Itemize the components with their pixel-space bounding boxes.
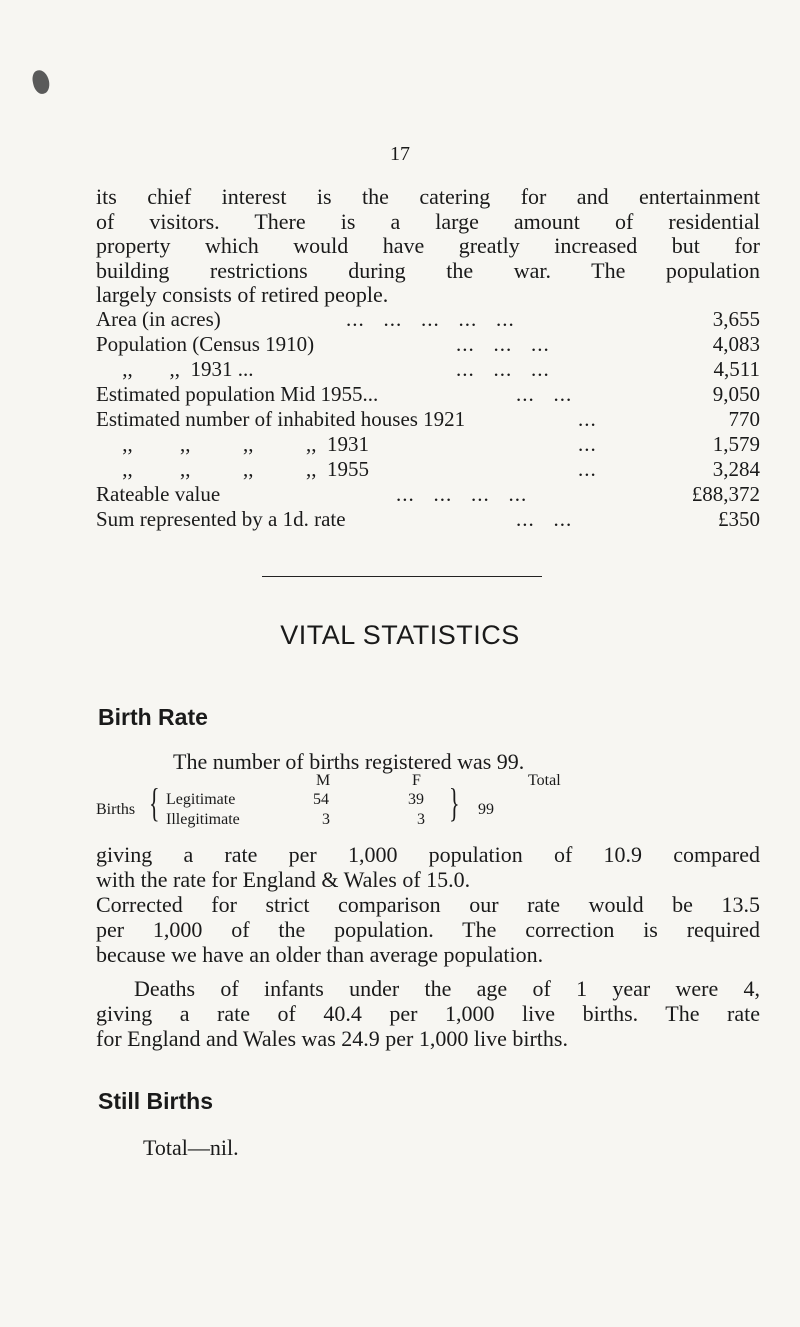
intro-paragraph xyxy=(96,185,760,308)
stat-value: 1,579 xyxy=(712,432,760,456)
stat-label: Rateable value xyxy=(96,482,221,506)
intro-line: of visitors. There is a large amount of residential xyxy=(96,208,760,234)
leader-dots: ... xyxy=(578,407,597,431)
ink-blot xyxy=(31,69,52,96)
intro-line: largely consists of retired people. xyxy=(96,282,389,307)
statistics-table xyxy=(96,307,760,532)
leader-dots: ... xyxy=(578,457,597,481)
stat-value: 3,655 xyxy=(712,307,760,331)
leader-dots: ... ... ... xyxy=(456,357,550,381)
stat-value: 4,083 xyxy=(712,332,760,356)
stat-value: £350 xyxy=(718,507,760,531)
stat-row-houses-1955 xyxy=(96,457,760,482)
still-births-total: Total—nil. xyxy=(143,1135,239,1160)
section-divider xyxy=(262,576,542,577)
stat-row-population-1910 xyxy=(96,332,760,357)
birth-rate-paragraph xyxy=(96,842,760,967)
section-title: VITAL STATISTICS xyxy=(280,620,520,650)
stat-label: Area (in acres) xyxy=(96,307,221,331)
intro-line: its chief interest is the catering for and entertainment xyxy=(96,184,760,209)
leader-dots: ... ... ... ... xyxy=(396,482,528,506)
stat-label: Population (Census 1910) xyxy=(96,332,315,356)
stat-value: 9,050 xyxy=(712,382,760,406)
births-registered-text: The number of births registered was 99. xyxy=(173,749,525,774)
illegitimate-label: Illegitimate xyxy=(166,811,240,828)
births-total: 99 xyxy=(478,801,494,818)
intro-line: property which would have greatly increased but for xyxy=(96,233,760,258)
stat-row-population-1931 xyxy=(96,357,760,382)
birth-rate-heading: Birth Rate xyxy=(98,704,208,730)
column-header-m: M xyxy=(316,772,331,789)
stat-value: 770 xyxy=(728,407,760,431)
illegitimate-m: 3 xyxy=(322,811,330,828)
stat-row-area xyxy=(96,307,760,332)
paragraph-line: with the rate for England & Wales of 15.0. xyxy=(96,867,471,892)
leader-dots: ... ... xyxy=(516,382,573,406)
paragraph-line: because we have an older than average population. xyxy=(96,942,544,967)
paragraph-line: for England and Wales was 24.9 per 1,000 live births. xyxy=(96,1026,568,1051)
stat-row-estimated-population xyxy=(96,382,760,407)
stat-value: £88,372 xyxy=(691,482,760,506)
leader-dots: ... ... ... xyxy=(456,332,550,356)
stat-label: ,, ,, ,, ,, 1931 xyxy=(96,432,369,456)
legitimate-f: 39 xyxy=(408,791,424,808)
paragraph-line: giving a rate of 40.4 per 1,000 live births. The rate xyxy=(96,1001,760,1026)
stat-label: Estimated population Mid 1955... xyxy=(96,382,379,406)
legitimate-label: Legitimate xyxy=(166,791,236,808)
column-header-f: F xyxy=(412,772,421,789)
stat-row-rateable-value xyxy=(96,482,760,507)
leader-dots: ... ... ... ... ... xyxy=(346,307,515,331)
page-number: 17 xyxy=(390,143,410,165)
legitimate-m: 54 xyxy=(313,791,329,808)
left-brace: { xyxy=(149,780,160,825)
stat-label: Sum represented by a 1d. rate xyxy=(96,507,346,531)
intro-line: building restrictions during the war. The population xyxy=(96,257,760,283)
stat-label: ,, ,, 1931 ... xyxy=(96,357,254,381)
paragraph-line: Deaths of infants under the age of 1 year were 4, xyxy=(134,976,760,1001)
leader-dots: ... xyxy=(578,432,597,456)
infant-deaths-paragraph xyxy=(96,976,760,1051)
paragraph-line: per 1,000 of the population. The correction is required xyxy=(96,917,760,942)
illegitimate-f: 3 xyxy=(417,811,425,828)
still-births-heading: Still Births xyxy=(98,1088,214,1114)
stat-value: 3,284 xyxy=(712,457,760,481)
stat-value: 4,511 xyxy=(713,357,760,381)
column-header-total: Total xyxy=(528,772,561,789)
stat-row-houses-1931 xyxy=(96,432,760,457)
births-group-label: Births xyxy=(96,801,136,818)
stat-row-houses-1921 xyxy=(96,407,760,432)
paragraph-line: giving a rate per 1,000 population of 10.9 compared xyxy=(96,842,760,867)
stat-label: ,, ,, ,, ,, 1955 xyxy=(96,457,369,481)
paragraph-line: Corrected for strict comparison our rate would be 13.5 xyxy=(96,892,760,917)
right-brace: } xyxy=(449,780,460,825)
leader-dots: ... ... xyxy=(516,507,573,531)
stat-row-penny-rate xyxy=(96,507,760,532)
stat-label: Estimated number of inhabited houses 1921 xyxy=(96,407,466,431)
